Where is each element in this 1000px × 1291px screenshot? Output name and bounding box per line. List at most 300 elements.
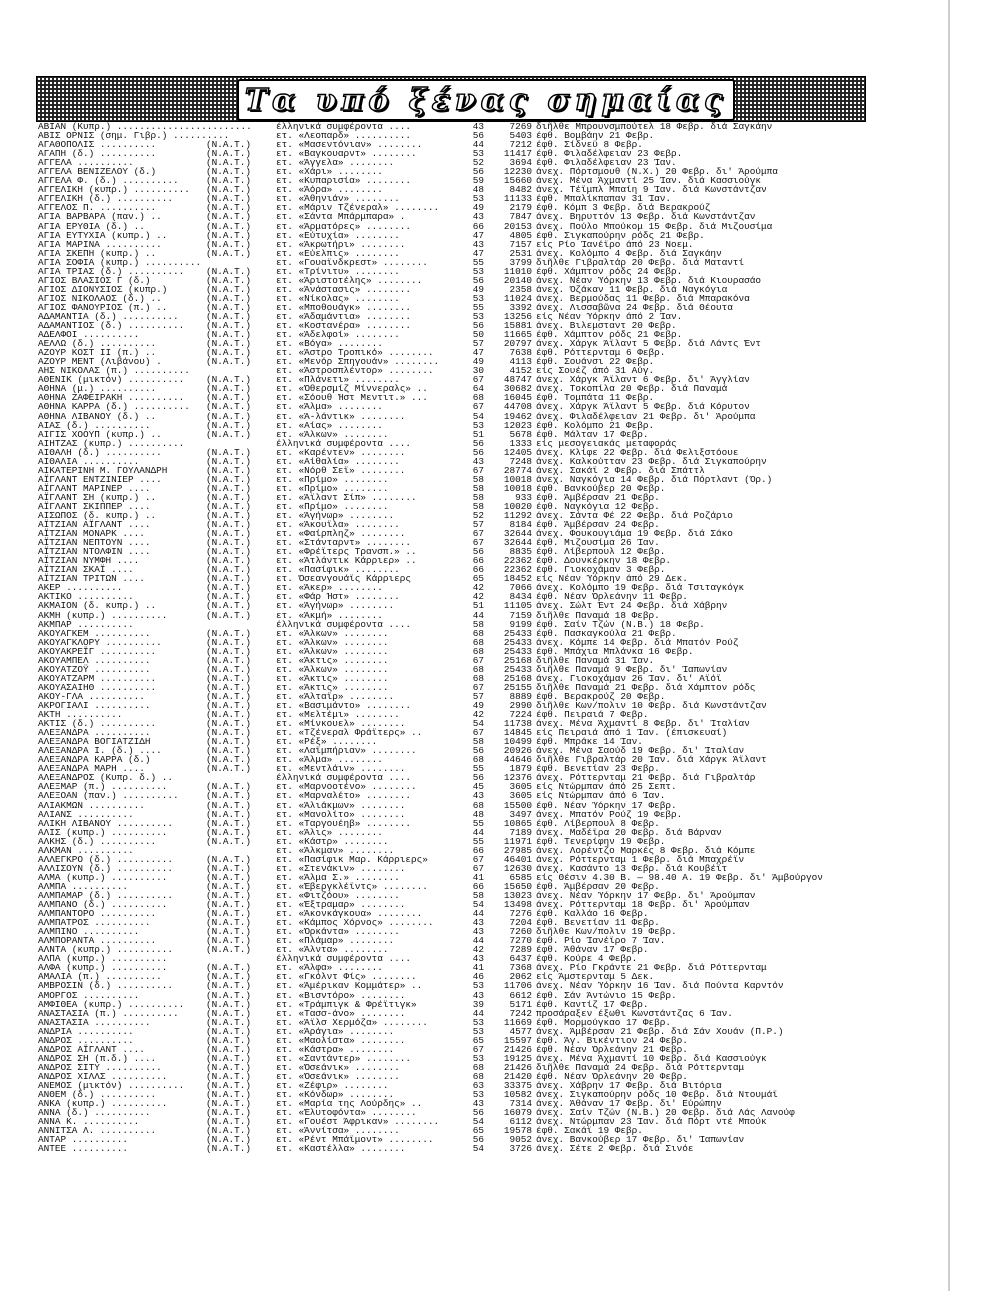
ship-name: ΑΝΘΕΜ (δ.) .......... <box>38 1089 157 1101</box>
ship-year: 65 <box>472 573 484 585</box>
ship-tonnage: 6437 <box>509 953 532 965</box>
ship-status: έφθ. Σουάνσι 22 Φεβρ. <box>536 356 655 368</box>
ship-name: ΑΘΗΝΑ ΚΑΡΡΑ (δ.) .......... <box>38 401 190 413</box>
ship-flag: (Ν.Α.Τ.) <box>206 1043 252 1055</box>
ship-flag: (Ν.Α.Τ.) <box>206 591 252 603</box>
ship-name: ΑΜΒΡΟΣΙΝ (δ.) .......... <box>38 980 174 992</box>
ship-status: άνεχ. Σιγκαπούρην ρόδς 10 Φεβρ. διά Ντουμάϊ <box>536 1089 778 1101</box>
ship-tonnage: 7847 <box>509 211 532 223</box>
ship-tonnage: 11706 <box>503 980 532 992</box>
ship-year: 48 <box>472 184 484 196</box>
ship-owner: ετ. «Άριστοτέλης» ........ <box>276 274 423 286</box>
ship-flag: (Ν.Α.Τ.) <box>206 537 252 549</box>
ship-tonnage: 5678 <box>509 428 532 440</box>
ship-flag: (Ν.Α.Τ.) <box>206 528 252 540</box>
ship-flag: (Ν.Α.Τ.) <box>206 962 252 974</box>
ship-owner: ετ. «Ζέφιρ» ........ <box>276 1079 389 1091</box>
ship-owner: ετ. «Σάντα Μπάρμπαρα» . <box>276 211 406 223</box>
ship-status: άνεχ. Ναγκόγια 14 Φεβρ. διά Πόρτλαντ (Όρ.) <box>536 473 773 485</box>
ship-year: 68 <box>472 672 484 684</box>
ship-year: 58 <box>472 482 484 494</box>
ship-status: άνεχ. Ρόττερνταμ 18 Φεβρ. δι' Άρούμπαν <box>536 899 750 911</box>
ship-year: 56 <box>472 166 484 178</box>
ship-owner: ετ. «Έλυτοφόντα» ........ <box>276 1107 417 1119</box>
ship-name: ΑΛΛΕΓΚΡΟ (δ.) .......... <box>38 853 174 865</box>
ship-status: άνεχ. Πόρτσμουθ (Ν.Χ.) 20 Φεβρ. δι' Άρούμπα <box>536 166 778 178</box>
ship-name: ΑΛΛΙΣΟΥΝ (δ.) .......... <box>38 862 174 874</box>
ship-tonnage: 12630 <box>503 862 532 874</box>
ship-year: 30 <box>472 365 484 377</box>
ship-owner: ετ. «Πλάμαρ» ........ <box>276 935 395 947</box>
ship-status: άνεχ. Φουκουγιάμα 19 Φεβρ. διά Σάκο <box>536 528 733 540</box>
ship-tonnage: 25155 <box>503 681 532 693</box>
ship-name: ΑΓΙΟΣ ΔΙΟΝΥΣΙΟΣ (κυπρ.) <box>38 283 168 295</box>
ship-owner: ετ. «Φαίρπληζ» ........ <box>276 528 406 540</box>
ship-owner: ετ. «Γουαϊνδκρεστ» ........ <box>276 256 428 268</box>
ship-owner: ετ. «Εύελπις» ........ <box>276 247 400 259</box>
right-margin-rule <box>948 0 950 1291</box>
ship-year: 53 <box>472 1089 484 1101</box>
ship-year: 67 <box>472 1043 484 1055</box>
ship-tonnage: 10865 <box>503 817 532 829</box>
ship-flag: (Ν.Α.Τ.) <box>206 265 252 277</box>
ship-tonnage: 22362 <box>503 564 532 576</box>
ship-status: άνεχ. Βερμούδας 11 Φεβρ. διά Μπαρακόνα <box>536 292 750 304</box>
ship-status: έφθ. Τενερίφην 19 Φεβρ. <box>536 835 666 847</box>
ship-name: ΑΓΑΠΗ (δ.) .......... <box>38 148 157 160</box>
ship-owner: ετ. «Χάρι» ........ <box>276 166 383 178</box>
ship-status: έφθ. Άμβέρσαν 24 Φεβρ. <box>536 519 660 531</box>
ship-status: άνεχ. Μένα Άχμαντί 10 Φεβρ. διά Κασσιούγκ <box>536 1052 767 1064</box>
ship-tonnage: 7242 <box>509 1007 532 1019</box>
ship-name: ΑΚΤΗ .......... <box>38 709 123 721</box>
ship-owner: ετ. «Κάστρ» ........ <box>276 835 389 847</box>
ship-tonnage: 13256 <box>503 310 532 322</box>
ship-status: άνεχ. Άμβέρσαν 21 Φεβρ. διά Σάν Χουάν (Π.Ρ.) <box>536 1025 784 1037</box>
ship-name: ΑΒΙΣ ΟΡΝΙΣ (σημ. Γιβρ.) .......... <box>38 130 230 142</box>
ship-flag: (Ν.Α.Τ.) <box>206 274 252 286</box>
ship-name: ΑΛΙΚΗ ΛΙΒΑΝΟΥ .......... <box>38 817 174 829</box>
ship-status: άνεχ. Γιοκοχάμαν 26 Ίαν. δι' Αϊόϊ <box>536 672 722 684</box>
ship-year: 58 <box>472 491 484 503</box>
ship-name: ΑΛΕΞΑΝΔΡΑ .......... <box>38 727 151 739</box>
ship-owner: ετ. «Καρέντεν» ........ <box>276 446 406 458</box>
ship-tonnage: 7368 <box>509 962 532 974</box>
ship-status: άνεχ. Καλκούτταν 23 Φεβρ. διά Σιγκαπούρην <box>536 455 767 467</box>
ship-flag: (Ν.Α.Τ.) <box>206 989 252 1001</box>
ship-tonnage: 25168 <box>503 672 532 684</box>
ship-year: 53 <box>472 193 484 205</box>
ship-name: ΑΜΟΡΓΟΣ .......... <box>38 989 140 1001</box>
ship-flag: (Ν.Α.Τ.) <box>206 681 252 693</box>
ship-flag: (Ν.Α.Τ.) <box>206 645 252 657</box>
ship-name: ΑΚΟΥΑΜΠΕΛ .......... <box>38 654 151 666</box>
ship-tonnage: 11133 <box>503 193 532 205</box>
ship-name: ΑΝΝΑ Κ. .......... <box>38 1116 140 1128</box>
ship-tonnage: 1879 <box>509 763 532 775</box>
ship-owner: ετ. «Μαολίστα» ........ <box>276 1034 406 1046</box>
ship-flag: (Ν.Α.Τ.) <box>206 1143 252 1155</box>
ship-owner: ετ. «Όρκάντα» ........ <box>276 926 400 938</box>
ship-year: 43 <box>472 790 484 802</box>
ship-year: 43 <box>472 1098 484 1110</box>
ship-status: άνεχ. Σέτε 2 Φεβρ. διά Σινόε <box>536 1143 694 1155</box>
ship-owner: ετ. «Κόνδωρ» ........ <box>276 1089 395 1101</box>
ship-year: 41 <box>472 962 484 974</box>
ship-year: 43 <box>472 211 484 223</box>
ship-status: έφθ. Βανκούβερ 20 Φεβρ. <box>536 482 666 494</box>
ship-name: ΑΛΜΑ (κυπρ.) .......... <box>38 871 168 883</box>
ship-owner: ετ. «Κυπαρισία» ........ <box>276 175 412 187</box>
ship-flag: (Ν.Α.Τ.) <box>206 600 252 612</box>
ship-name: ΑΕΛΛΩ (δ.) .......... <box>38 338 157 350</box>
ship-owner: ετ. «Νόρθ Σεϊ» ........ <box>276 464 406 476</box>
ship-status: είς Νέαν Ύόρκην άπό 29 Δεκ. <box>536 573 688 585</box>
ship-year: 57 <box>472 519 484 531</box>
ship-owner: ετ. «Τρίνιτυ» ........ <box>276 265 400 277</box>
ship-status: άνεχ. Μαδέϊρα 20 Φεβρ. διά Βάρναν <box>536 826 722 838</box>
ship-owner: ετ. Όσεανγουάϊς Κάρριερς <box>276 573 412 585</box>
ship-owner: ετ. «Άλιάκμων» ........ <box>276 799 406 811</box>
ship-flag: (Ν.Α.Τ.) <box>206 935 252 947</box>
ship-name: ΑΒΙΑΝ (Κυπρ.) ........................ <box>38 121 252 132</box>
ship-status: έφθ. Άμβέρσαν 21 Φεβρ. <box>536 491 660 503</box>
ship-tonnage: 10018 <box>503 473 532 485</box>
ship-status: έφθ. Σιγκαπούρην ρόδς 21 Φεβρ. <box>536 229 705 241</box>
ship-status: έφθ. Κόμπ 3 Φεβρ. διά Βερακρούζ <box>536 202 711 214</box>
ship-owner: ετ. «Μενόρ Σπηγουάν» ........ <box>276 356 440 368</box>
ship-tonnage: 15650 <box>503 880 532 892</box>
ship-flag: (Ν.Α.Τ.) <box>206 338 252 350</box>
ship-tonnage: 10499 <box>503 736 532 748</box>
ship-name: ΑΪΤΖΙΑΝ ΜΟΝΑΡΚ .... <box>38 528 145 540</box>
ship-owner: ετ. «Πασίφικ Μαρ. Κάρριερς» <box>276 853 428 865</box>
ship-status: έφθ. Άθάναν 17 Φεβρ. <box>536 944 649 956</box>
ship-year: 43 <box>472 121 484 132</box>
ship-flag: (Ν.Α.Τ.) <box>206 1098 252 1110</box>
ship-owner: ετ. «Μίνκουελ» ........ <box>276 718 406 730</box>
ship-owner: ετ. «Τράμπιγκ & Φρέϊτιγκ» <box>276 998 417 1010</box>
ship-name: ΑΚΜΗ (κυπρ.) .......... <box>38 609 168 621</box>
ship-name: ΑΚΤΙΣ (δ.) .......... <box>38 718 157 730</box>
ship-tonnage: 19578 <box>503 1125 532 1137</box>
ship-tonnage: 21426 <box>503 1061 532 1073</box>
ship-status: άνεχ. Κλίφε 22 Φεβρ. διά Φελιξστόουε <box>536 446 739 458</box>
ship-status: προσάραξεν έξωθι Κωνστάντζας 6 Ίαν. <box>536 1007 733 1019</box>
ship-tonnage: 12230 <box>503 166 532 178</box>
ship-name: ΑΝΝΑ (δ.) .......... <box>38 1107 151 1119</box>
ship-status: έφθ. Φιλαδέλφειαν 23 Φεβρ. <box>536 148 683 160</box>
ship-year: 52 <box>472 157 484 169</box>
ship-status: είς Ρίο Ίανέϊρο άπό 23 Νοεμ. <box>536 238 694 250</box>
ship-name: ΑΖΟΥΡ ΜΕΝΤ (Λιβάνου) . <box>38 356 162 368</box>
ship-year: 54 <box>472 718 484 730</box>
ship-status: έφθ. Βερακρούζ 20 Φεβρ. <box>536 690 666 702</box>
ship-flag: (Ν.Α.Τ.) <box>206 500 252 512</box>
ship-status: άνεχ. Σάντα Φέ 22 Φεβρ. διά Ροζάριο <box>536 510 733 522</box>
ship-tonnage: 20153 <box>503 220 532 232</box>
ship-owner: ετ. «Μαρναλέτο» ........ <box>276 790 412 802</box>
ship-tonnage: 7204 <box>509 917 532 929</box>
ship-year: 51 <box>472 600 484 612</box>
ship-owner: ετ. «Βαγκουαρντ» ........ <box>276 148 417 160</box>
ship-flag: (Ν.Α.Τ.) <box>206 555 252 567</box>
ship-year: 53 <box>472 1025 484 1037</box>
ship-owner: ετ. «Άλκμαν» ........ <box>276 844 395 856</box>
ship-year: 55 <box>472 835 484 847</box>
ship-year: 51 <box>472 428 484 440</box>
ship-status: έφθ. Πειραιά 7 Φεβρ. <box>536 709 649 721</box>
ship-year: 42 <box>472 582 484 594</box>
ship-flag: (Ν.Α.Τ.) <box>206 627 252 639</box>
ship-owner: ετ. «Άλκων» ........ <box>276 645 389 657</box>
ship-status: άνεχ. Νέαν Ύόρκην 17 Φεβρ. δι' Άρούμπαν <box>536 889 756 901</box>
ship-year: 57 <box>472 690 484 702</box>
ship-flag: (Ν.Α.Τ.) <box>206 944 252 956</box>
ship-tonnage: 16045 <box>503 392 532 404</box>
ship-status: έφθ. Μορμούγκαο 17 Φεβρ. <box>536 1016 672 1028</box>
ship-flag: (Ν.Α.Τ.) <box>206 718 252 730</box>
ship-owner: ετ. «Άλντα» ........ <box>276 944 389 956</box>
ship-flag: (Ν.Α.Τ.) <box>206 745 252 757</box>
ship-owner: ετ. «Άστρο Τροπικό» ........ <box>276 347 434 359</box>
ship-tonnage: 3694 <box>509 157 532 169</box>
ship-owner: ετ. «Άθηνιάν» ........ <box>276 193 400 205</box>
ship-flag: (Ν.Α.Τ.) <box>206 320 252 332</box>
ship-owner: ετ. «Λαϊμπήριαν» ........ <box>276 745 417 757</box>
ship-owner: ετ. «Τασσ-άνο» ........ <box>276 1007 406 1019</box>
ship-tonnage: 30682 <box>503 383 532 395</box>
section-banner <box>36 76 866 122</box>
ship-status: άνεχ. Άθάναν 17 Φεβρ. δι' Εύρώπην <box>536 1098 722 1110</box>
ship-year: 68 <box>472 645 484 657</box>
ship-tonnage: 7224 <box>509 709 532 721</box>
ship-year: 49 <box>472 202 484 214</box>
ship-name: ΑΝΝΙΤΣΑ Λ. .......... <box>38 1125 157 1137</box>
ship-flag: (Ν.Α.Τ.) <box>206 519 252 531</box>
ship-flag: (Ν.Α.Τ.) <box>206 917 252 929</box>
ship-tonnage: 8889 <box>509 690 532 702</box>
ship-name: ΑΚΕΡ .......... <box>38 582 123 594</box>
ship-year: 50 <box>472 329 484 341</box>
ship-name: ΑΪΤΖΙΑΝ ΝΥΜΦΗ .... <box>38 555 140 567</box>
ship-name: ΑΔΕΛΦΟΙ .......... <box>38 329 140 341</box>
ship-status: άνεχ. Λισσαβῶνα 24 Φεβρ. διά Θέουτα <box>536 301 733 313</box>
ship-year: 66 <box>472 564 484 576</box>
ship-year: 56 <box>472 772 484 784</box>
ship-flag: (Ν.Α.Τ.) <box>206 446 252 458</box>
ship-owner: ετ. «Άλφα» ........ <box>276 962 383 974</box>
ship-name: ΑΪΤΖΙΑΝ ΑΪΓΛΑΝΤ .... <box>38 519 151 531</box>
ship-owner: ετ. «Έξτραμαρ» ........ <box>276 899 406 911</box>
ship-flag: (Ν.Α.Τ.) <box>206 1125 252 1137</box>
ship-name: ΑΛΜΠΑ .......... <box>38 880 129 892</box>
ship-owner: ετ. «Μάριν Τζένεραλ» ........ <box>276 202 440 214</box>
ship-name: ΑΝΑΣΤΑΣΙΑ (π.) .......... <box>38 1007 179 1019</box>
ship-status: άνεχ. Πούλο Μπούκομ 15 Φεβρ. διά Μιζουσίμα <box>536 220 773 232</box>
ship-flag: (Ν.Α.Τ.) <box>206 862 252 874</box>
ship-flag: (Ν.Α.Τ.) <box>206 899 252 911</box>
ship-owner: ετ. «Ταργουέηβ» ........ <box>276 817 412 829</box>
ship-year: 47 <box>472 347 484 359</box>
ship-status: είς Σουέζ άπό 31 Αύγ. <box>536 365 655 377</box>
ship-tonnage: 11417 <box>503 148 532 160</box>
ship-tonnage: 4577 <box>509 1025 532 1037</box>
ship-status: έφθ. Σάν Άντώνιο 15 Φεβρ. <box>536 989 677 1001</box>
ship-name: ΑΪΤΖΙΑΝ ΤΡΙΤΩΝ .... <box>38 573 145 585</box>
ship-status: διῆλθε Παναμά 18 Φεβρ. <box>536 609 660 621</box>
ship-status: διῆλθε Παναμά 21 Φεβρ. διά Χάμπτον ρόδς <box>536 681 756 693</box>
ship-owner: ετ. «Φάρ Ήστ» ........ <box>276 591 400 603</box>
ship-status: έφθ. Μπράκε 14 Ίαν. <box>536 736 643 748</box>
ship-tonnage: 32644 <box>503 528 532 540</box>
ship-year: 56 <box>472 1134 484 1146</box>
ship-status: έφθ. Πασκαγκούλα 21 Φεβρ. <box>536 627 677 639</box>
ship-name: ΑΙΚΑΤΕΡΙΝΗ Μ. ΓΟΥΛΑΝΔΡΗ <box>38 464 168 476</box>
ship-flag: (Ν.Α.Τ.) <box>206 835 252 847</box>
ship-name: ΑΓΙΑ ΣΟΦΙΑ (κυπρ.) .......... <box>38 256 202 268</box>
ship-owner: ετ. «Άκτις» ........ <box>276 672 389 684</box>
ship-tonnage: 6112 <box>509 1116 532 1128</box>
ship-year: 57 <box>472 338 484 350</box>
ship-status: έφθ. Νέαν Όρλεάνην 11 Φεβρ. <box>536 591 688 603</box>
ship-year: 68 <box>472 1070 484 1082</box>
ship-year: 58 <box>472 500 484 512</box>
ship-name: ΑΛΠΑ (κυπρ.) .......... <box>38 953 168 965</box>
ship-status: έφθ. Νέαν Ύόρκην 17 Φεβρ. <box>536 799 677 811</box>
ship-flag: (Ν.Α.Τ.) <box>206 781 252 793</box>
ship-year: 53 <box>472 148 484 160</box>
ship-year: 68 <box>472 754 484 766</box>
ship-owner: ετ. «Άγγελα» ........ <box>276 157 395 169</box>
ship-owner: ετ. «Αίθαλία» ........ <box>276 455 400 467</box>
ship-tonnage: 20140 <box>503 274 532 286</box>
ship-status: άνεχ. Σαίν Τζών (Ν.Β.) 20 Φεβρ. διά Λάς Λανούφ <box>536 1107 795 1119</box>
ship-flag: (Ν.Α.Τ.) <box>206 157 252 169</box>
ship-name: ΑΝΔΡΟΣ .......... <box>38 1034 134 1046</box>
ship-owner: ετ. «Άκονκάγκουα» ........ <box>276 908 423 920</box>
ship-flag: (Ν.Α.Τ.) <box>206 709 252 721</box>
ship-year: 55 <box>472 301 484 313</box>
ship-name: ΑΝΑΣΤΑΣΙΑ .......... <box>38 1016 151 1028</box>
ship-status: είς Άμστερνταμ 5 Δεκ. <box>536 971 655 983</box>
ship-name: ΑΝΤΑΡ .......... <box>38 1134 129 1146</box>
ship-flag: (Ν.Α.Τ.) <box>206 356 252 368</box>
ship-flag: (Ν.Α.Τ.) <box>206 654 252 666</box>
ship-owner: ετ. «Ρέξ» ........ <box>276 736 378 748</box>
ship-name: ΑΛΕΞΟΑΝ (παν.) .......... <box>38 790 179 802</box>
ship-tonnage: 2531 <box>509 247 532 259</box>
ship-tonnage: 11024 <box>503 292 532 304</box>
ship-year: 67 <box>472 537 484 549</box>
ship-flag: (Ν.Α.Τ.) <box>206 700 252 711</box>
ship-year: 53 <box>472 292 484 304</box>
ship-tonnage: 3605 <box>509 790 532 802</box>
ship-year: 47 <box>472 247 484 259</box>
ship-status: έφθ. Δουνκέρκην 18 Φεβρ. <box>536 555 672 567</box>
ship-status: άνεχ. Κόμπε 14 Φεβρ. διά Μπατόν Ρούζ <box>536 636 739 648</box>
ship-name: ΑΓΙΑ ΜΑΡΙΝΑ .......... <box>38 238 162 250</box>
ship-flag: (Ν.Α.Τ.) <box>206 971 252 983</box>
ship-year: 56 <box>472 1107 484 1119</box>
ship-tonnage: 8835 <box>509 546 532 558</box>
ship-tonnage: 12405 <box>503 446 532 458</box>
ship-tonnage: 15500 <box>503 799 532 811</box>
ship-status: έφθ. Νέαν Όρλεάνην 21 Φεβρ. <box>536 1043 688 1055</box>
ship-status: άνεχ. Χάργκ Άϊλαντ 5 Φεβρ. διά Λάντς Έντ <box>536 338 762 350</box>
ship-status: άνεχ. Σακάϊ 2 Φεβρ. διά Σπάττλ <box>536 464 705 476</box>
ship-flag: (Ν.Α.Τ.) <box>206 908 252 920</box>
ship-flag: (Ν.Α.Τ.) <box>206 148 252 160</box>
ship-year: 67 <box>472 727 484 739</box>
ship-flag: (Ν.Α.Τ.) <box>206 817 252 829</box>
ship-status: διῆλθε Κων/πολιν 10 Φεβρ. διά Κωνστάντζαν <box>536 700 767 711</box>
ship-owner: ετ. «Στάνταρντ» ........ <box>276 537 412 549</box>
ship-tonnage: 11738 <box>503 718 532 730</box>
ship-flag: (Ν.Α.Τ.) <box>206 690 252 702</box>
ship-tonnage: 10582 <box>503 1089 532 1101</box>
ship-owner: ετ. «Τζένεραλ Φράϊτερς» .. <box>276 727 423 739</box>
ship-year: 58 <box>472 618 484 630</box>
ship-tonnage: 9052 <box>509 1134 532 1146</box>
ship-year: 55 <box>472 256 484 268</box>
ship-owner: ετ. «Κάμπος Χόρνος» ........ <box>276 917 434 929</box>
ship-status: άνεχ. Νέαν Ύόρκην 16 Ίαν. διά Πούντα Καρντόν <box>536 980 784 992</box>
ship-flag: (Ν.Α.Τ.) <box>206 482 252 494</box>
ship-year: 56 <box>472 274 484 286</box>
ship-flag: (Ν.Α.Τ.) <box>206 139 252 151</box>
ship-tonnage: 25433 <box>503 663 532 675</box>
ship-year: 54 <box>472 1143 484 1155</box>
ship-year: 58 <box>472 889 484 901</box>
ship-owner: ετ. «Σαντάντερ» ........ <box>276 1052 412 1064</box>
ship-name: ΑΛΕΞΑΝΔΡΟΣ (Κυπρ. δ.) .. <box>38 772 174 784</box>
ship-flag: (Ν.Α.Τ.) <box>206 310 252 322</box>
ship-flag: (Ν.Α.Τ.) <box>206 1107 252 1119</box>
ship-tonnage: 11010 <box>503 265 532 277</box>
ship-status: άνεχ. Βανκούβερ 17 Φεβρ. δι' Ίαπωνίαν <box>536 1134 745 1146</box>
ship-name: ΑΖΟΥΡ ΚΟΣΤ ΙΙ (π.) .. <box>38 347 157 359</box>
ship-year: 42 <box>472 709 484 721</box>
ship-year: 43 <box>472 238 484 250</box>
ship-flag: (Ν.Α.Τ.) <box>206 491 252 503</box>
ship-owner: ετ. «Φιτζόου» ........ <box>276 889 400 901</box>
ship-status: άνεχ. Ντώρμπαν 23 Ίαν. διά Πόρτ ντέ Μπούκ <box>536 1116 767 1128</box>
ship-flag: (Ν.Α.Τ.) <box>206 808 252 820</box>
ship-flag: (Ν.Α.Τ.) <box>206 926 252 938</box>
ship-owner: ετ. «Ρέντ Μπάϊμοντ» ........ <box>276 1134 434 1146</box>
ship-flag: (Ν.Α.Τ.) <box>206 464 252 476</box>
ship-status: άνεχ. Χάργκ Άϊλαντ 5 Φεβρ. διά Κόρυτον <box>536 401 750 413</box>
ship-status: έφθ. Μπαλίκπαπαν 31 Ίαν. <box>536 193 672 205</box>
ship-owner: ετ. «Άκερ» ........ <box>276 582 383 594</box>
ship-tonnage: 21420 <box>503 1070 532 1082</box>
ship-owner: ετ. «Άκμή» ........ <box>276 609 383 621</box>
ship-flag: (Ν.Α.Τ.) <box>206 763 252 775</box>
ship-name: ΑΪΓΛΑΝΤ ΣΚΙΠΠΕΡ .... <box>38 500 151 512</box>
ship-year: 67 <box>472 853 484 865</box>
ship-name: ΑΗΣ ΝΙΚΟΛΑΣ (π.) .......... <box>38 365 190 377</box>
ship-name: ΑΓΓΕΛΙΚΗ (δ.) .......... <box>38 193 174 205</box>
ship-tonnage: 2179 <box>509 202 532 214</box>
ship-status: διῆλθε Παναμά 9 Φεβρ. δι' Ίαπωνίαν <box>536 663 728 675</box>
ship-flag: (Ν.Α.Τ.) <box>206 410 252 422</box>
ship-flag: (Ν.Α.Τ.) <box>206 546 252 558</box>
ship-owner: ετ. «Άλμα Σ.» ........ <box>276 871 400 883</box>
ship-flag: (Ν.Α.Τ.) <box>206 663 252 675</box>
ship-status: άνεχ. Τέϊμπλ Μπαίη 9 Ίαν. διά Κωνστάντζαν <box>536 184 767 196</box>
ship-status: διῆλθε Παναμά 24 Φεβρ. διά Ρόττερνταμ <box>536 1061 745 1073</box>
